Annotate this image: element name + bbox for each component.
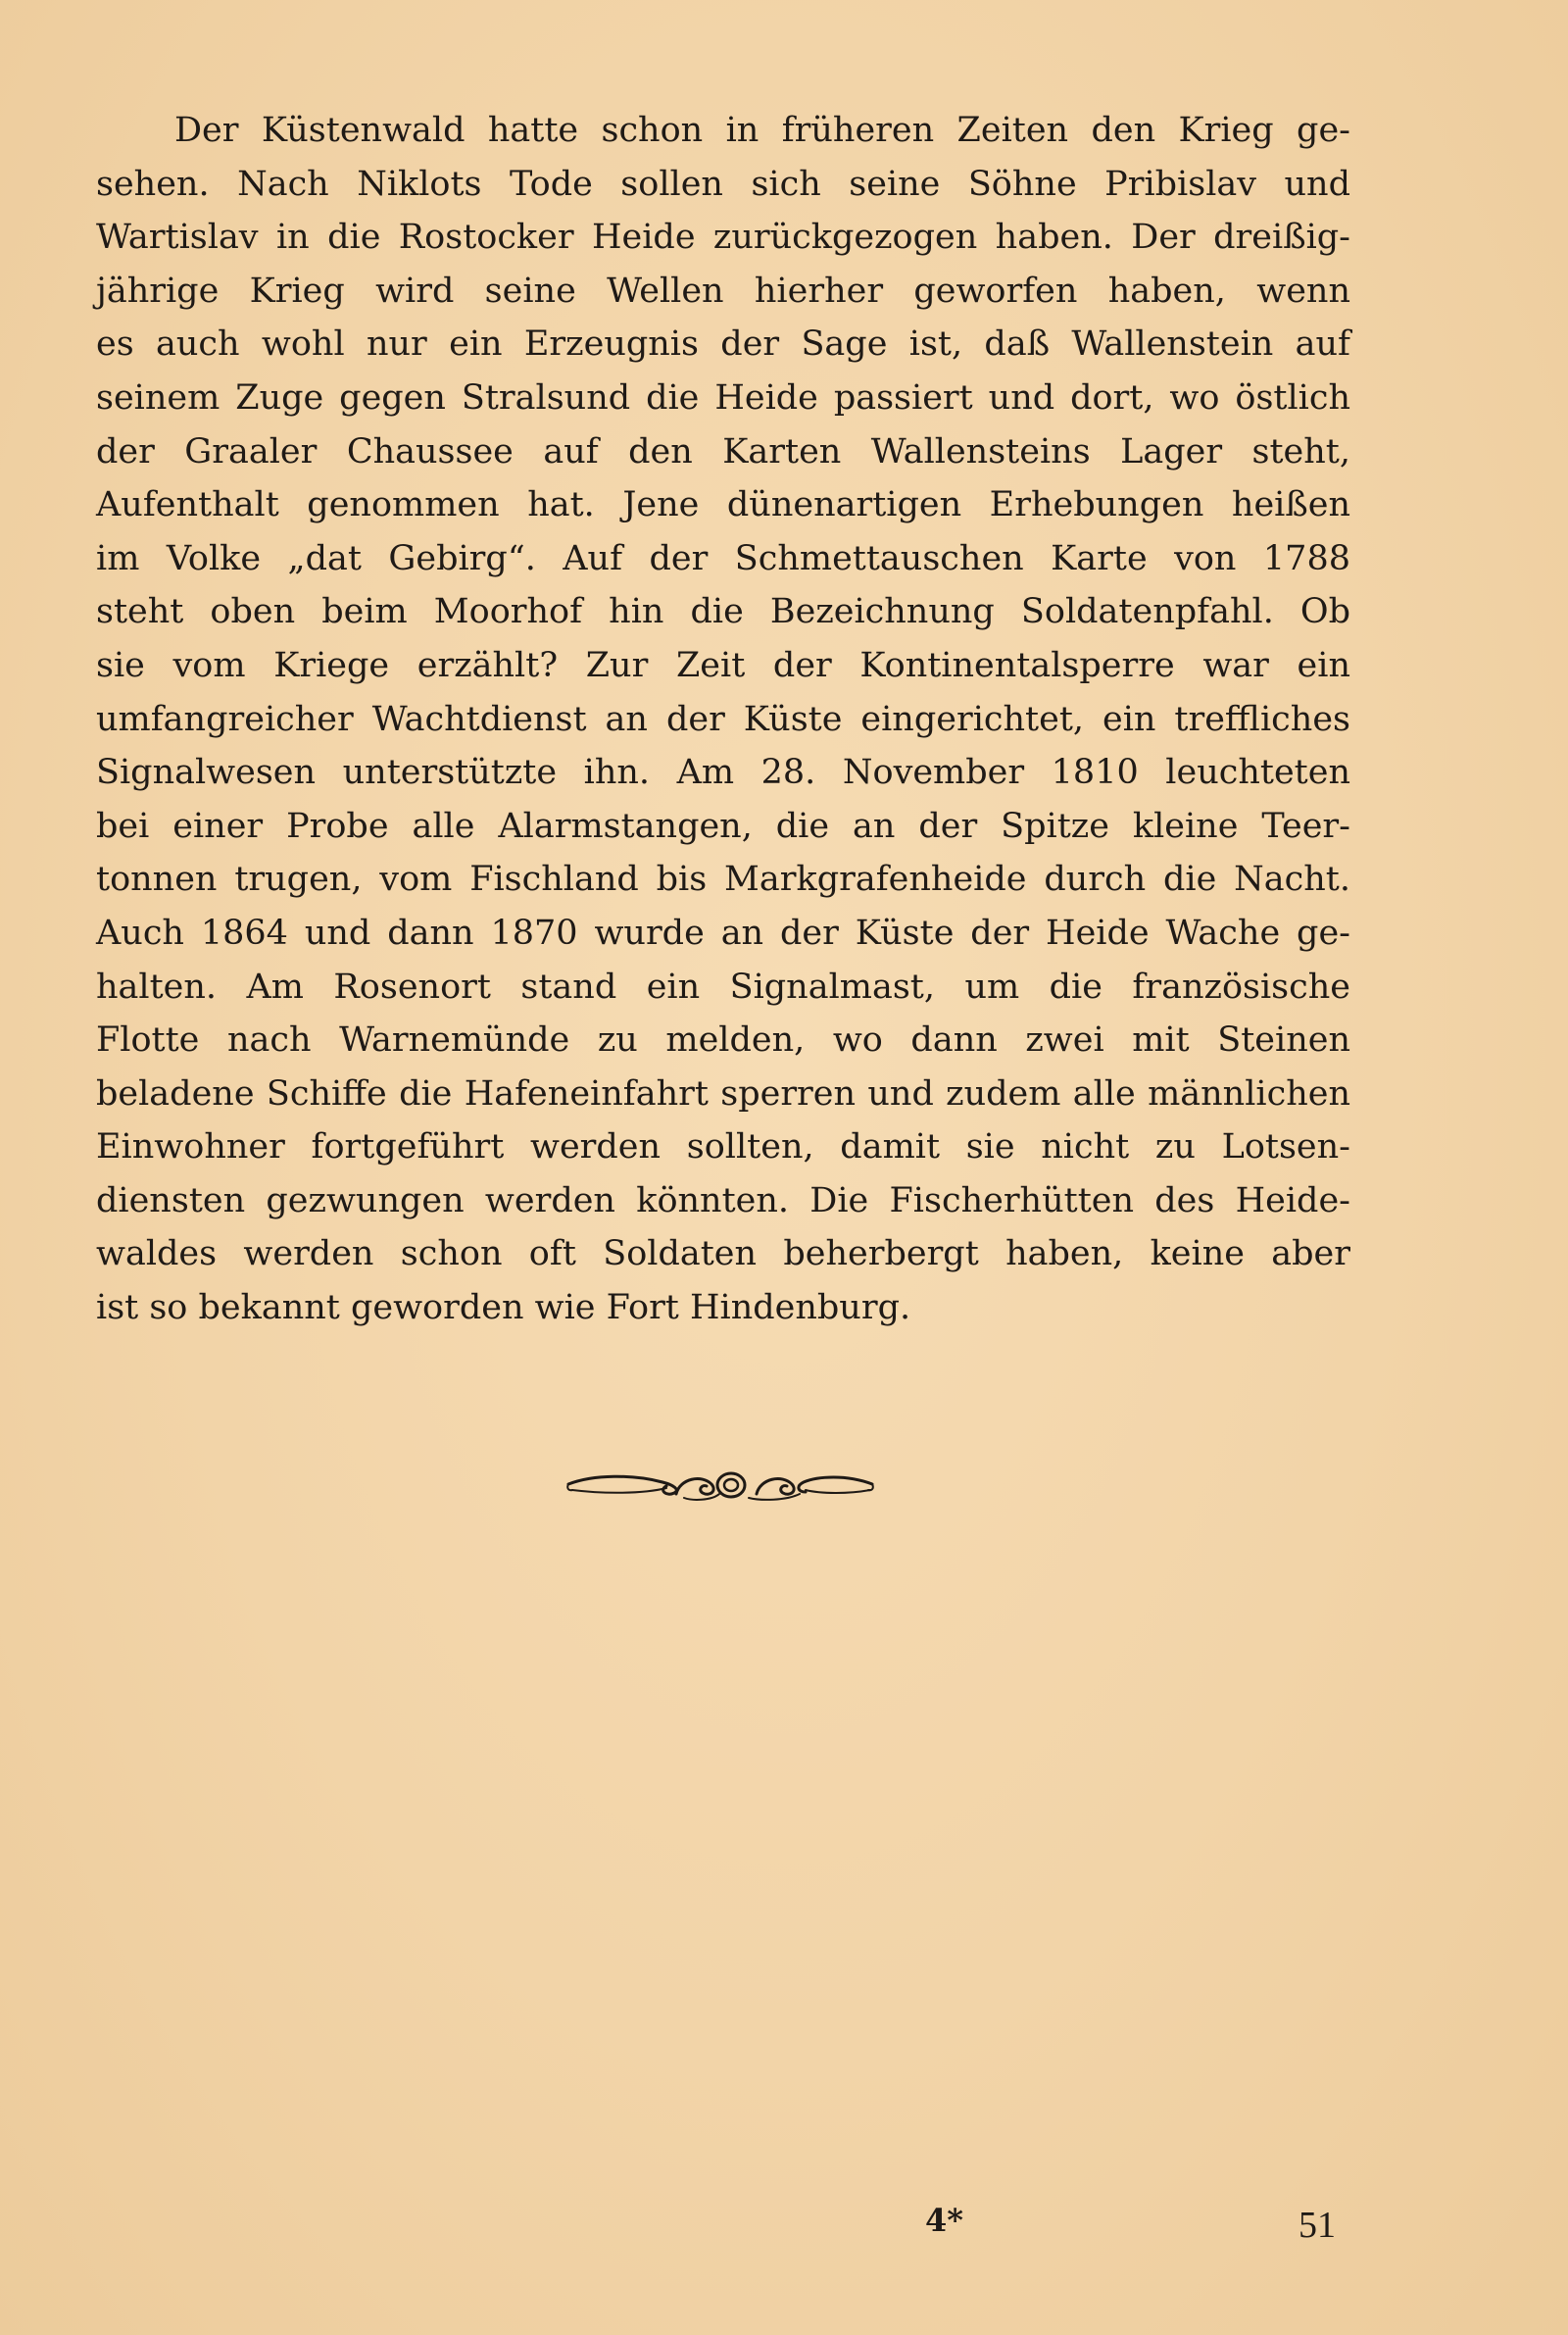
text-line: Signalwesen unterstützte ihn. Am 28. November 1810 leuchteten [96,753,1350,793]
text-line: tonnen trugen, vom Fischland bis Markgrafenheide durch die Nacht. [96,860,1350,900]
text-line: sehen. Nach Niklots Tode sollen sich seine Söhne Pribislav und [96,164,1350,204]
text-line: waldes werden schon oft Soldaten beherbergt haben, keine aber [96,1234,1350,1274]
scroll-ornament-icon [564,1465,876,1506]
text-line: sie vom Kriege erzählt? Zur Zeit der Kontinentalsperre war ein [96,645,1350,685]
text-line: diensten gezwungen werden könnten. Die Fischerhütten des Heide- [96,1180,1350,1220]
text-line: umfangreicher Wachtdienst an der Küste eingerichtet, ein treffliches [96,699,1350,739]
text-line: Der Küstenwald hatte schon in früheren Zeiten den Krieg ge- [174,111,1350,150]
text-line: beladene Schiffe die Hafeneinfahrt sperren und zudem alle männlichen [96,1073,1350,1114]
text-line: seinem Zuge gegen Stralsund die Heide passiert und dort, wo östlich [96,377,1350,418]
body-paragraph [96,104,1350,1335]
text-line: im Volke „dat Gebirg“. Auf der Schmettauschen Karte von 1788 [96,538,1350,578]
text-line: halten. Am Rosenort stand ein Signalmast, um die französische [96,967,1350,1007]
text-line: bei einer Probe alle Alarmstangen, die an der Spitze kleine Teer- [96,806,1350,846]
text-line: es auch wohl nur ein Erzeugnis der Sage ist, daß Wallenstein auf [96,324,1350,365]
text-line: ist so bekannt geworden wie Fort Hindenburg. [96,1288,911,1328]
text-line: steht oben beim Moorhof hin die Bezeichnung Soldatenpfahl. Ob [96,592,1350,632]
text-line: Wartislav in die Rostocker Heide zurückgezogen haben. Der dreißig- [96,218,1350,258]
signature-mark: 4* [925,2202,963,2239]
text-line: Auch 1864 und dann 1870 wurde an der Küste der Heide Wache ge- [96,913,1350,953]
text-line: jährige Krieg wird seine Wellen hierher geworfen haben, wenn [96,271,1350,311]
text-line: Flotte nach Warnemünde zu melden, wo dann zwei mit Steinen [96,1020,1350,1061]
text-line: Aufenthalt genommen hat. Jene dünenartigen Erhebungen heißen [96,485,1350,525]
text-line: der Graaler Chaussee auf den Karten Wallensteins Lager steht, [96,431,1350,472]
page-number: 51 [1298,2205,1336,2246]
text-line: Einwohner fortgeführt werden sollten, damit sie nicht zu Lotsen- [96,1127,1350,1168]
